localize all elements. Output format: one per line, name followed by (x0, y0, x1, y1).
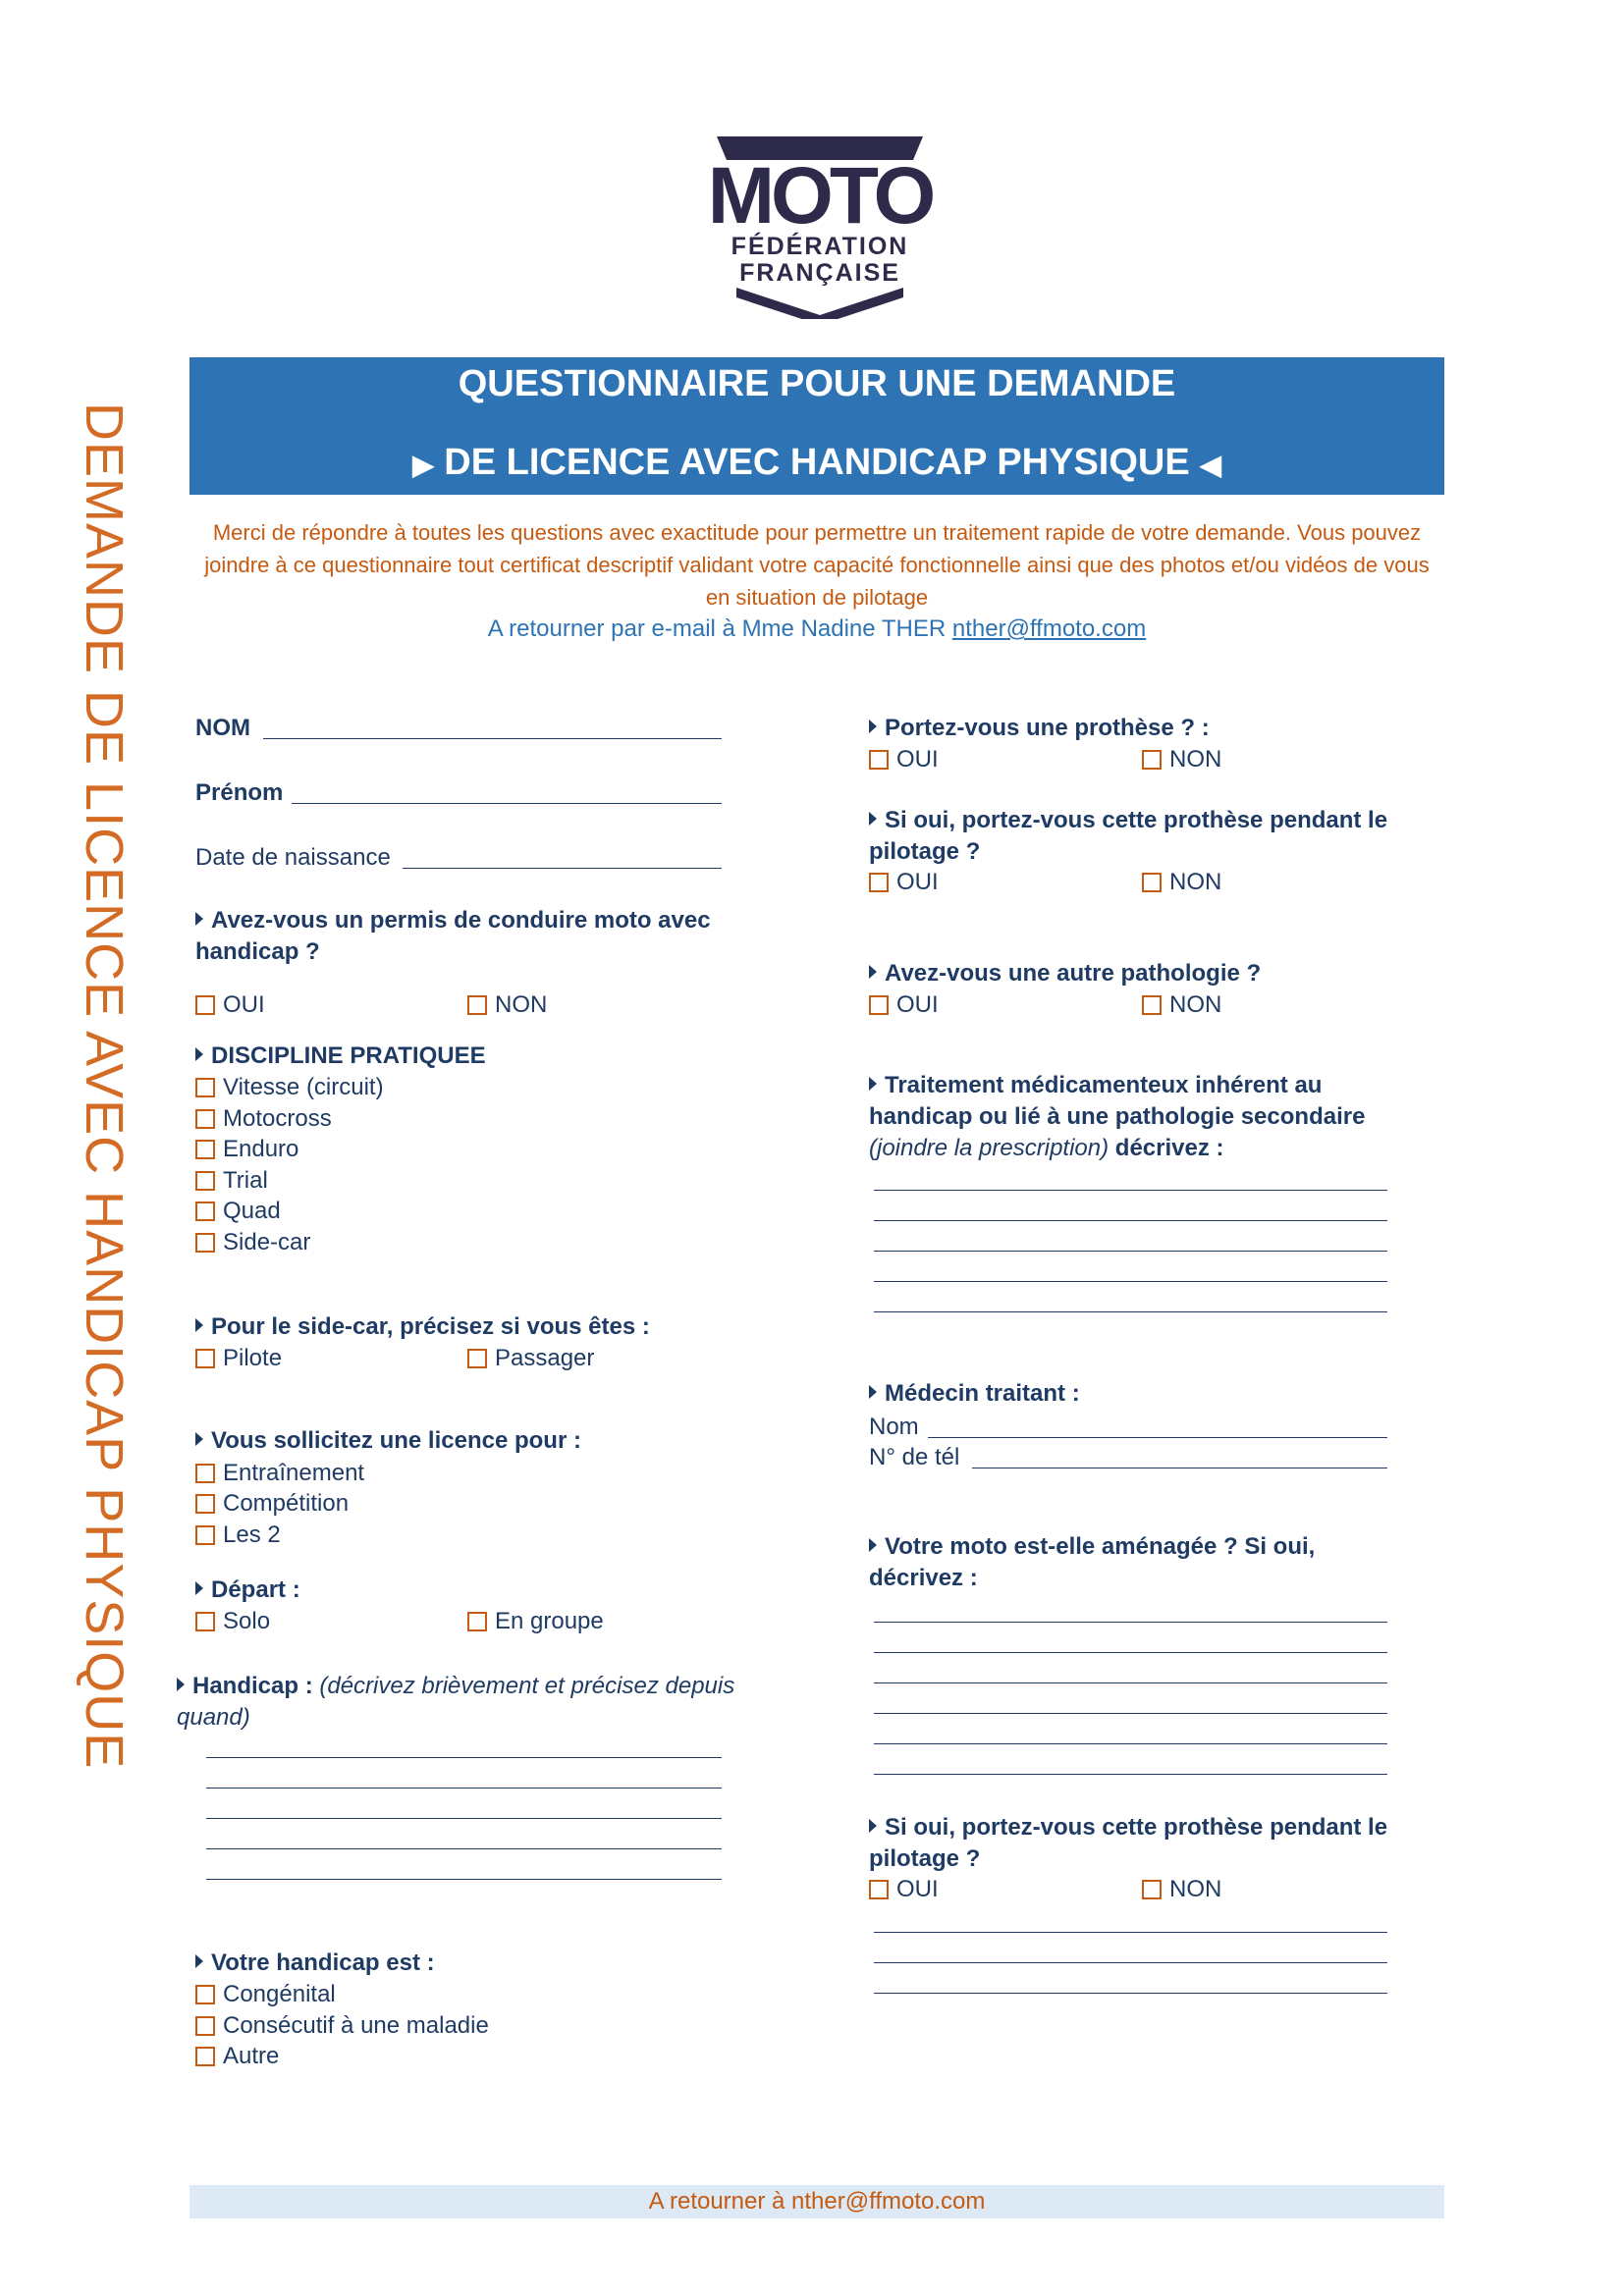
traitement-question: Traitement médicamenteux inhérent au handicap ou lié à une pathologie secondaire (joindre la prescription) décrivez : (869, 1072, 1366, 1161)
checkbox[interactable] (467, 995, 487, 1015)
nom-field[interactable] (263, 738, 722, 739)
sidecar-passager[interactable]: Passager (467, 1345, 594, 1372)
medecin-tel-label: N° de tél (869, 1444, 960, 1470)
checkbox[interactable] (1142, 873, 1162, 892)
svg-text:MOTO: MOTO (707, 151, 933, 240)
checkbox[interactable] (195, 1078, 215, 1097)
checkbox[interactable] (195, 2016, 215, 2036)
checkbox[interactable] (869, 995, 889, 1015)
moto-line-2[interactable] (874, 1652, 1387, 1653)
checkbox[interactable] (467, 1349, 487, 1368)
licence-competition[interactable]: Compétition (195, 1490, 349, 1518)
checkbox[interactable] (195, 995, 215, 1015)
triangle-left-icon: ◀ (1200, 450, 1221, 480)
checkbox[interactable] (195, 1140, 215, 1159)
arrow-icon (177, 1678, 185, 1691)
arrow-icon (195, 1581, 203, 1595)
prothese-question: Portez-vous une prothèse ? : (869, 713, 1210, 744)
checkbox[interactable] (195, 2047, 215, 2066)
banner-title-line1: QUESTIONNAIRE POUR UNE DEMANDE (458, 363, 1176, 404)
arrow-icon (195, 912, 203, 926)
svg-text:FÉDÉRATION: FÉDÉRATION (731, 233, 909, 260)
discipline-vitesse[interactable]: Vitesse (circuit) (195, 1074, 384, 1101)
checkbox[interactable] (869, 873, 889, 892)
discipline-motocross[interactable]: Motocross (195, 1105, 332, 1133)
moto-question: Votre moto est-elle aménagée ? Si oui, décrivez : (869, 1533, 1316, 1591)
pathologie-non[interactable]: NON (1142, 991, 1221, 1019)
checkbox[interactable] (1142, 750, 1162, 770)
traitement-line-4[interactable] (874, 1281, 1387, 1282)
depart-en-groupe[interactable]: En groupe (467, 1608, 604, 1635)
arrow-icon (869, 965, 877, 979)
prothese-non[interactable]: NON (1142, 746, 1221, 774)
checkbox[interactable] (195, 1171, 215, 1191)
handicap-congenital[interactable]: Congénital (195, 1981, 336, 2008)
arrow-icon (869, 1538, 877, 1552)
svg-text:FRANÇAISE: FRANÇAISE (739, 259, 900, 287)
prothese-pilotage-2-oui[interactable]: OUI (869, 1876, 939, 1903)
checkbox[interactable] (869, 1880, 889, 1899)
arrow-icon (869, 720, 877, 733)
prenom-label: Prénom (195, 779, 284, 806)
checkbox[interactable] (195, 1494, 215, 1514)
checkbox[interactable] (195, 1525, 215, 1545)
licence-question: Vous sollicitez une licence pour : (195, 1425, 581, 1457)
checkbox[interactable] (869, 750, 889, 770)
traitement-line-1[interactable] (874, 1190, 1387, 1191)
pathologie-oui[interactable]: OUI (869, 991, 939, 1019)
pathologie-question: Avez-vous une autre pathologie ? (869, 958, 1261, 989)
arrow-icon (195, 1047, 203, 1061)
side-title: DEMANDE DE LICENCE AVEC HANDICAP PHYSIQUE (75, 402, 134, 1770)
checkbox[interactable] (195, 1985, 215, 2004)
arrow-icon (195, 1432, 203, 1446)
prothese-pilotage-question: Si oui, portez-vous cette prothèse pendant le pilotage ? (869, 807, 1388, 865)
prothese-line-1[interactable] (874, 1932, 1387, 1933)
checkbox[interactable] (195, 1201, 215, 1221)
checkbox[interactable] (467, 1612, 487, 1631)
handicap-line-3[interactable] (206, 1818, 722, 1819)
checkbox[interactable] (195, 1464, 215, 1483)
arrow-icon (195, 1954, 203, 1968)
handicap-line-2[interactable] (206, 1788, 722, 1789)
handicap-line-4[interactable] (206, 1848, 722, 1849)
checkbox[interactable] (195, 1612, 215, 1631)
permis-question: Avez-vous un permis de conduire moto avec handicap ? (195, 907, 711, 965)
nom-label: NOM (195, 715, 250, 741)
sidecar-pilote[interactable]: Pilote (195, 1345, 282, 1372)
moto-line-1[interactable] (874, 1622, 1387, 1623)
prothese-line-2[interactable] (874, 1962, 1387, 1963)
prothese-pilotage-question-2: Si oui, portez-vous cette prothèse pendant le pilotage ? (869, 1814, 1388, 1872)
discipline-side-car[interactable]: Side-car (195, 1229, 310, 1256)
prothese-pilotage-2-non[interactable]: NON (1142, 1876, 1221, 1903)
date-naissance-label: Date de naissance (195, 844, 391, 871)
arrow-icon (869, 1077, 877, 1091)
handicap-line-5[interactable] (206, 1879, 722, 1880)
prothese-line-3[interactable] (874, 1993, 1387, 1994)
medecin-nom-label: Nom (869, 1414, 919, 1440)
depart-question: Départ : (195, 1575, 300, 1606)
moto-line-6[interactable] (874, 1774, 1387, 1775)
handicap-maladie[interactable]: Consécutif à une maladie (195, 2012, 489, 2040)
prothese-pilotage-oui[interactable]: OUI (869, 869, 939, 896)
prenom-field[interactable] (292, 803, 722, 804)
medecin-nom-field[interactable] (928, 1437, 1387, 1438)
depart-solo[interactable]: Solo (195, 1608, 270, 1635)
title-banner (189, 357, 1444, 495)
discipline-trial[interactable]: Trial (195, 1167, 268, 1195)
date-naissance-field[interactable] (403, 868, 722, 869)
intro-text: Merci de répondre à toutes les questions avec exactitude pour permettre un traitement rapide de votre demande. Vous pouvez joindre à ce questionnaire tout certificat descriptif validant votre capacité fonctionnelle ainsi que des photos et/ou vidéos de vous en situation de pilotage (204, 520, 1430, 610)
ffm-logo (687, 133, 952, 319)
traitement-line-5[interactable] (874, 1311, 1387, 1312)
discipline-quad[interactable]: Quad (195, 1198, 281, 1225)
triangle-right-icon: ▶ (412, 450, 434, 480)
handicap-line-1[interactable] (206, 1757, 722, 1758)
medecin-question: Médecin traitant : (869, 1378, 1080, 1410)
return-instructions: A retourner par e-mail à Mme Nadine THER nther@ffmoto.com (487, 615, 1147, 642)
handicap-question: Handicap : (décrivez brièvement et précisez depuis quand) (177, 1673, 735, 1731)
checkbox[interactable] (1142, 1880, 1162, 1899)
licence-les-2[interactable]: Les 2 (195, 1522, 281, 1549)
discipline-enduro[interactable]: Enduro (195, 1136, 298, 1163)
return-email-link[interactable]: nther@ffmoto.com (951, 615, 1147, 642)
handicap-autre[interactable]: Autre (195, 2043, 279, 2070)
votre-handicap-question: Votre handicap est : (195, 1948, 435, 1979)
checkbox[interactable] (195, 1109, 215, 1129)
footer-return: A retourner à nther@ffmoto.com (189, 2185, 1444, 2218)
discipline-question: DISCIPLINE PRATIQUEE (195, 1041, 486, 1072)
arrow-icon (869, 1819, 877, 1833)
permis-oui[interactable]: OUI (195, 991, 265, 1019)
moto-line-5[interactable] (874, 1743, 1387, 1744)
arrow-icon (869, 812, 877, 826)
prothese-oui[interactable]: OUI (869, 746, 939, 774)
traitement-line-2[interactable] (874, 1220, 1387, 1221)
banner-title-line2: ▶ DE LICENCE AVEC HANDICAP PHYSIQUE ◀ (412, 442, 1221, 483)
checkbox[interactable] (1142, 995, 1162, 1015)
moto-line-4[interactable] (874, 1713, 1387, 1714)
checkbox[interactable] (195, 1233, 215, 1253)
arrow-icon (869, 1385, 877, 1399)
arrow-icon (195, 1318, 203, 1332)
licence-entrainement[interactable]: Entraînement (195, 1460, 364, 1487)
checkbox[interactable] (195, 1349, 215, 1368)
moto-line-3[interactable] (874, 1682, 1387, 1683)
prothese-pilotage-non[interactable]: NON (1142, 869, 1221, 896)
traitement-line-3[interactable] (874, 1251, 1387, 1252)
permis-non[interactable]: NON (467, 991, 547, 1019)
sidecar-question: Pour le side-car, précisez si vous êtes : (195, 1311, 650, 1343)
